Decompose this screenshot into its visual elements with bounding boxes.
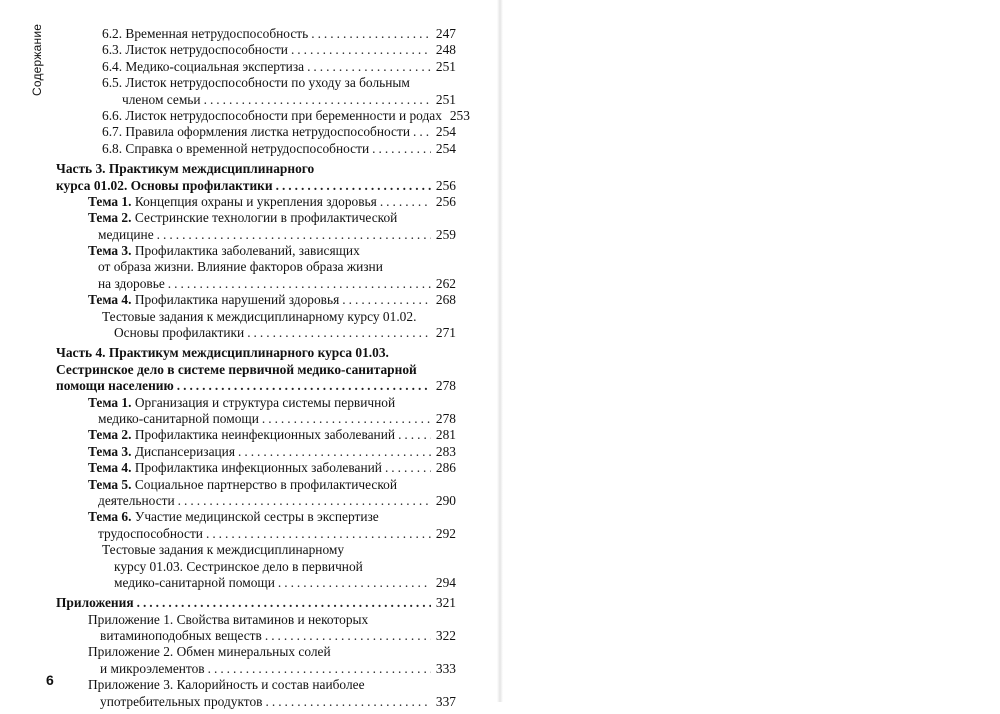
topic-label: Тема 2. [88, 427, 132, 443]
dot-leader [307, 59, 431, 75]
toc-entry [56, 210, 456, 243]
entry-last-line [88, 628, 456, 644]
entry-page-number: 286 [435, 460, 456, 476]
entry-text: Профилактика инфекционных заболеваний [134, 460, 382, 476]
topic-label: Тема 3. [88, 243, 132, 259]
entry-text: Часть 3. Практикум междисциплинарного [56, 161, 315, 177]
entry-last-line [102, 575, 456, 591]
entry-last-line [88, 526, 456, 542]
dot-leader [413, 124, 431, 140]
topic-label: Тема 4. [88, 292, 132, 308]
toc-entry [56, 75, 456, 108]
running-head-left: Содержание [30, 23, 44, 96]
entry-page-number: 254 [435, 124, 456, 140]
entry-page-number: 321 [435, 595, 456, 611]
entry-line [88, 259, 456, 275]
entry-last-line [102, 59, 456, 75]
dot-leader [137, 595, 431, 611]
entry-page-number: 337 [435, 693, 456, 709]
dot-leader [206, 526, 431, 542]
toc-part-heading [56, 161, 456, 194]
dot-leader [262, 411, 431, 427]
entry-text: на здоровье [98, 275, 165, 291]
topic-label: Тема 5. [88, 476, 132, 492]
entry-text: 6.6. Листок нетрудоспособности при беременности и родах [102, 107, 442, 123]
entry-page-number: 262 [435, 275, 456, 291]
dot-leader [398, 427, 431, 443]
toc-entry [56, 309, 456, 342]
entry-last-line [102, 42, 456, 58]
entry-line [88, 243, 456, 259]
entry-text: трудоспособности [98, 525, 203, 541]
entry-last-line [102, 26, 456, 42]
entry-last-line [102, 107, 470, 124]
entry-text: Тестовые задания к междисциплинарному [102, 542, 345, 558]
topic-label: Тема 4. [88, 460, 132, 476]
entry-line [88, 644, 456, 660]
toc-entry [56, 26, 456, 42]
entry-page-number: 292 [435, 525, 456, 541]
entry-text: Профилактика заболеваний, зависящих [134, 243, 360, 259]
entry-line [88, 677, 456, 693]
toc-entry [56, 107, 470, 124]
toc-entry [56, 124, 456, 140]
entry-text: Профилактика нарушений здоровья [134, 292, 340, 308]
entry-line [56, 362, 456, 378]
entry-page-number: 251 [435, 91, 456, 107]
toc-entry [56, 542, 456, 591]
entry-line [102, 75, 456, 91]
dot-leader [208, 661, 431, 677]
dot-leader [265, 628, 431, 644]
entry-page-number: 322 [435, 628, 456, 644]
entry-page-number: 271 [435, 325, 456, 341]
toc-entry [56, 677, 456, 710]
entry-text: Сестринские технологии в профилактической [134, 210, 398, 226]
toc-entry [56, 292, 456, 308]
entry-last-line [88, 411, 456, 427]
entry-text: Приложение 2. Обмен минеральных солей [88, 644, 331, 660]
entry-text: Основы профилактики [114, 325, 245, 341]
entry-page-number: 247 [435, 26, 456, 41]
entry-text: медико-санитарной помощи [114, 574, 275, 590]
entry-text: Участие медицинской сестры в экспертизе [134, 509, 379, 525]
entry-last-line [88, 444, 456, 460]
entry-text: Социальное партнерство в профилактической [134, 476, 398, 492]
left-page [0, 0, 500, 709]
entry-text: Приложение 1. Свойства витаминов и некоторых [88, 611, 369, 627]
toc-entry [56, 509, 456, 542]
toc-entry [56, 460, 456, 476]
entry-text: Часть 4. Практикум междисциплинарного курса 01.03. [56, 345, 389, 361]
entry-line [88, 477, 456, 493]
entry-page-number: 256 [435, 177, 456, 193]
entry-last-line [88, 292, 456, 308]
toc-entry [56, 477, 456, 510]
entry-line [88, 395, 456, 411]
right-page [500, 0, 1000, 702]
entry-text: витаминоподобных веществ [100, 628, 262, 644]
entry-text: 6.7. Правила оформления листка нетрудоспособности [102, 124, 411, 140]
entry-last-line [102, 92, 456, 108]
entry-last-line [88, 661, 456, 677]
entry-last-line [88, 427, 456, 443]
topic-label: Тема 6. [88, 509, 132, 525]
dot-leader [247, 325, 431, 341]
entry-page-number: 281 [435, 427, 456, 443]
entry-page-number: 251 [435, 58, 456, 74]
dot-leader [157, 227, 431, 243]
dot-leader [276, 178, 431, 194]
toc-part-heading [56, 345, 456, 394]
toc-entry [56, 243, 456, 292]
entry-text: Тестовые задания к междисциплинарному курсу 01.02. [102, 308, 417, 324]
entry-text: курсу 01.03. Сестринское дело в первичной [114, 558, 363, 574]
toc-entry [56, 644, 456, 677]
entry-line [88, 210, 456, 226]
toc-entry [56, 395, 456, 428]
toc-entry [56, 612, 456, 645]
entry-page-number: 278 [435, 410, 456, 426]
toc-entry [56, 59, 456, 75]
dot-leader [238, 444, 431, 460]
entry-text: употребительных продуктов [100, 693, 263, 709]
toc-entry [56, 194, 456, 210]
entry-line [102, 309, 456, 325]
entry-text: 6.2. Временная нетрудоспособность [102, 26, 309, 41]
entry-line [56, 161, 456, 177]
entry-text: медико-санитарной помощи [98, 410, 259, 426]
entry-last-line [88, 276, 456, 292]
entry-last-line [56, 595, 456, 611]
entry-page-number: 333 [435, 660, 456, 676]
entry-last-line [102, 325, 456, 341]
entry-page-number: 259 [435, 226, 456, 242]
topic-label: Тема 1. [88, 394, 132, 410]
entry-page-number: 278 [435, 378, 456, 394]
entry-text: Организация и структура системы первичной [134, 394, 396, 410]
entry-text: 6.4. Медико-социальная экспертиза [102, 58, 305, 74]
entry-text: 6.8. Справка о временной нетрудоспособности [102, 140, 370, 156]
entry-line [102, 542, 456, 558]
entry-page-number: 294 [435, 574, 456, 590]
entry-text: Приложение 3. Калорийность и состав наиболее [88, 677, 365, 693]
page-number-left: 6 [46, 672, 54, 688]
entry-last-line [102, 124, 456, 140]
entry-text: Концепция охраны и укрепления здоровья [134, 193, 377, 209]
entry-text: 6.5. Листок нетрудоспособности по уходу за больным [102, 75, 410, 91]
entry-page-number: 268 [435, 292, 456, 308]
dot-leader [168, 276, 431, 292]
entry-line [88, 612, 456, 628]
entry-line [102, 559, 456, 575]
entry-text: Сестринское дело в системе первичной медико-санитарной [56, 361, 417, 377]
dot-leader [385, 460, 431, 476]
dot-leader [291, 42, 431, 58]
toc-entry [56, 141, 456, 157]
entry-page-number: 248 [435, 42, 456, 58]
entry-text: деятельности [98, 492, 175, 508]
entry-text: от образа жизни. Влияние факторов образа жизни [98, 259, 383, 275]
dot-leader [380, 194, 431, 210]
entry-last-line [56, 378, 456, 394]
entry-text: помощи населению [56, 378, 174, 394]
entry-text: Профилактика неинфекционных заболеваний [134, 427, 396, 443]
entry-last-line [88, 227, 456, 243]
entry-text: членом семьи [122, 91, 201, 107]
toc-entry [56, 444, 456, 460]
entry-text: курса 01.02. Основы профилактики [56, 177, 273, 193]
toc-entry [56, 427, 456, 443]
entry-last-line [88, 194, 456, 210]
entry-line [56, 345, 456, 361]
dot-leader [278, 575, 431, 591]
entry-last-line [102, 141, 456, 157]
toc-part-heading [56, 595, 456, 611]
entry-text: и микроэлементов [100, 660, 205, 676]
entry-page-number: 283 [435, 443, 456, 459]
entry-last-line [88, 460, 456, 476]
entry-page-number: 290 [435, 492, 456, 508]
toc-list-left [56, 26, 470, 710]
entry-line [88, 509, 456, 525]
topic-label: Тема 2. [88, 210, 132, 226]
entry-last-line [88, 493, 456, 509]
toc-entry [56, 42, 456, 58]
dot-leader [372, 141, 431, 157]
topic-label: Тема 1. [88, 193, 132, 209]
entry-text: медицине [98, 226, 154, 242]
dot-leader [204, 92, 431, 108]
dot-leader [342, 292, 431, 308]
entry-text: Приложения [56, 595, 134, 611]
dot-leader [178, 493, 431, 509]
entry-page-number: 253 [449, 107, 470, 123]
entry-last-line [56, 178, 456, 194]
entry-text: 6.3. Листок нетрудоспособности [102, 42, 288, 58]
dot-leader [311, 26, 431, 42]
dot-leader [177, 378, 431, 394]
entry-page-number: 256 [435, 193, 456, 209]
entry-page-number: 254 [435, 140, 456, 156]
topic-label: Тема 3. [88, 443, 132, 459]
entry-text: Диспансеризация [134, 443, 235, 459]
